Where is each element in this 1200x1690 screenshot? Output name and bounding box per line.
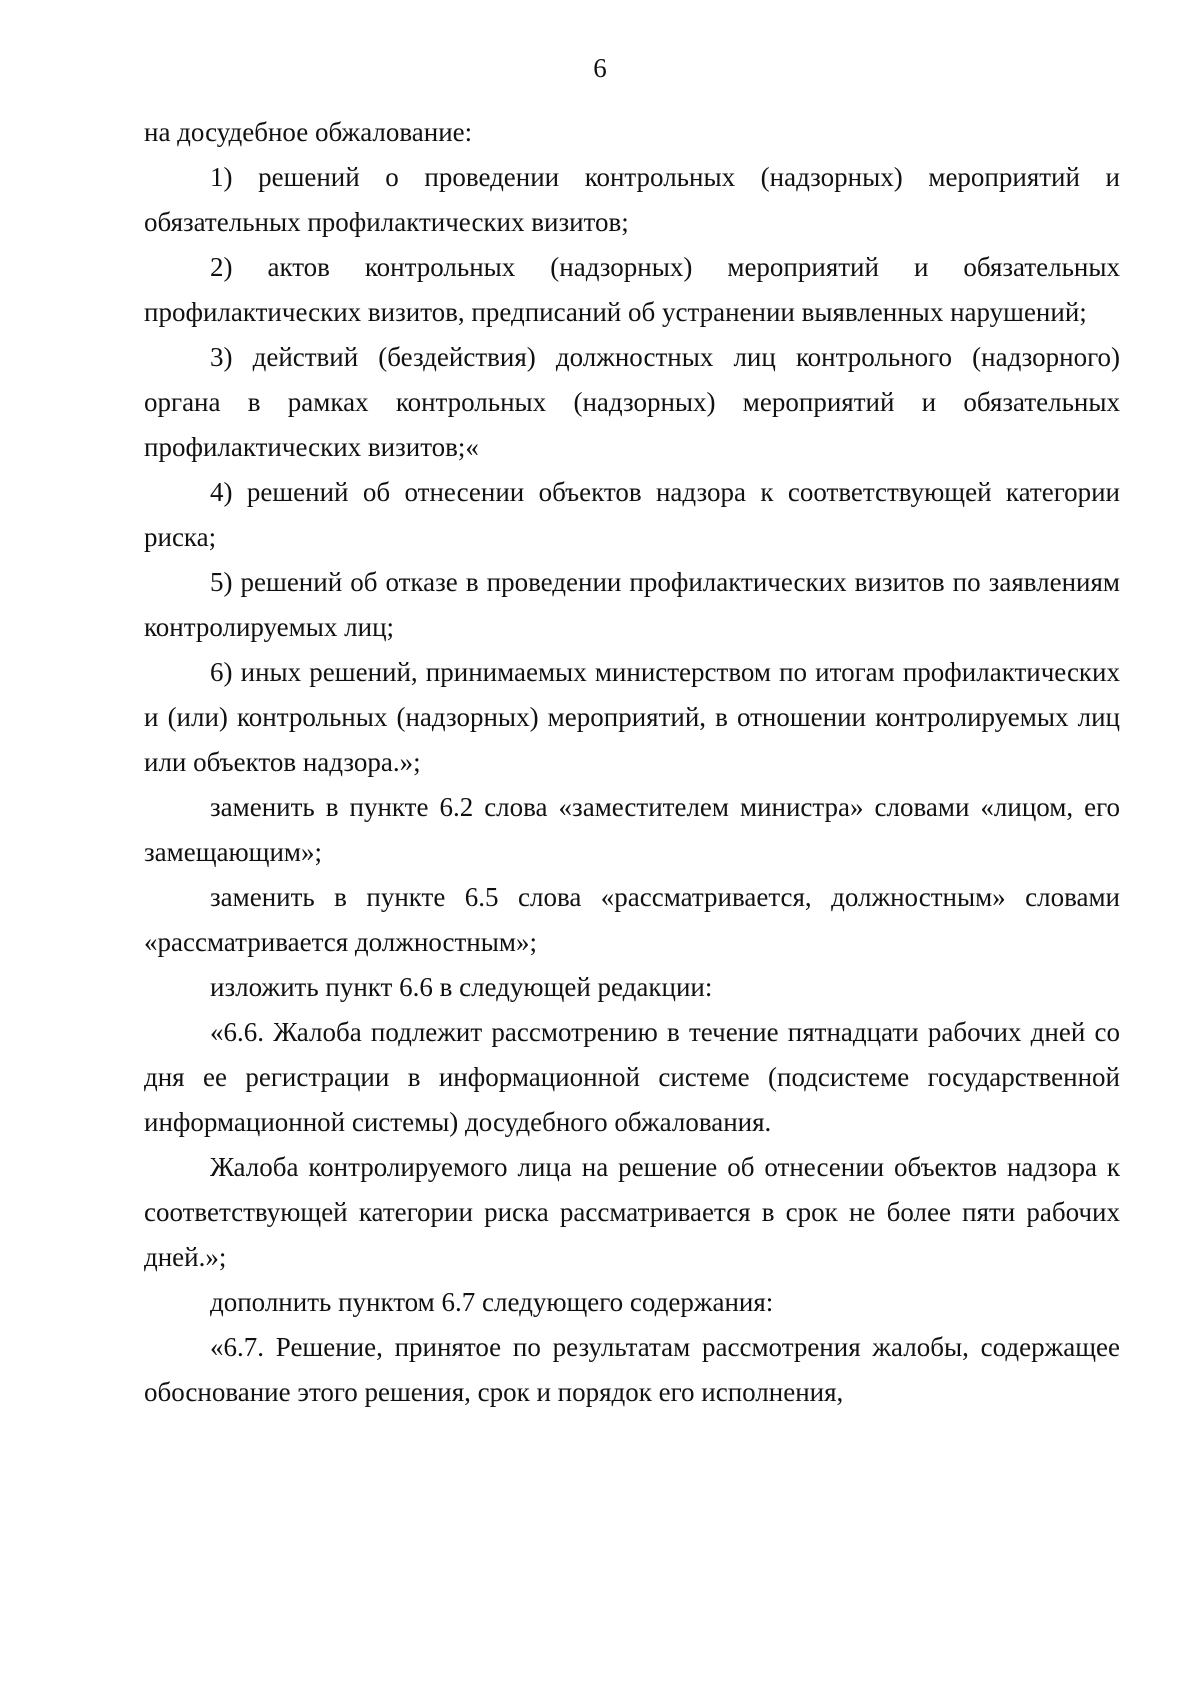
paragraph-6-7-text: «6.7. Решение, принятое по результатам рассмотрения жалобы, содержащее обоснование этого решения, срок и порядок его исполнения,	[144, 1332, 1120, 1407]
paragraph-6-6-text: «6.6. Жалоба подлежит рассмотрению в течение пятнадцати рабочих дней со дня ее регистрации в информационной системе (подсистеме государственной информационной системы) досудебного обжалования.	[144, 1017, 1120, 1137]
paragraph-item-1: 1) решений о проведении контрольных (надзорных) мероприятий и обязательных профилактических визитов;	[144, 162, 1120, 237]
paragraph-item-5: 5) решений об отказе в проведении профилактических визитов по заявлениям контролируемых лиц;	[144, 567, 1120, 642]
paragraph-item-2: 2) актов контрольных (надзорных) мероприятий и обязательных профилактических визитов, предписаний об устранении выявленных нарушений;	[144, 252, 1120, 327]
paragraph-restate-6-6: изложить пункт 6.6 в следующей редакции:	[210, 972, 713, 1002]
paragraph-add-6-7: дополнить пунктом 6.7 следующего содержания:	[210, 1287, 774, 1317]
paragraph-item-3: 3) действий (бездействия) должностных лиц контрольного (надзорного) органа в рамках контрольных (надзорных) мероприятий и обязательных профилактических визитов;«	[144, 342, 1120, 462]
paragraph-amend-6-5: заменить в пункте 6.5 слова «рассматривается, должностным» словами «рассматривается должностным»;	[144, 882, 1120, 957]
paragraph-intro: на досудебное обжалование:	[144, 117, 473, 147]
paragraph-amend-6-2: заменить в пункте 6.2 слова «заместителем министра» словами «лицом, его замещающим»;	[144, 792, 1120, 867]
paragraph-item-6: 6) иных решений, принимаемых министерством по итогам профилактических и (или) контрольных (надзорных) мероприятий, в отношении контролируемых лиц или объектов надзора.»;	[144, 657, 1120, 777]
paragraph-6-6-complaint: Жалоба контролируемого лица на решение об отнесении объектов надзора к соответствующей категории риска рассматривается в срок не более пяти рабочих дней.»;	[144, 1152, 1120, 1272]
page-number: 6	[593, 53, 607, 83]
paragraph-item-4: 4) решений об отнесении объектов надзора к соответствующей категории риска;	[144, 477, 1120, 552]
document-body	[144, 110, 1120, 1415]
